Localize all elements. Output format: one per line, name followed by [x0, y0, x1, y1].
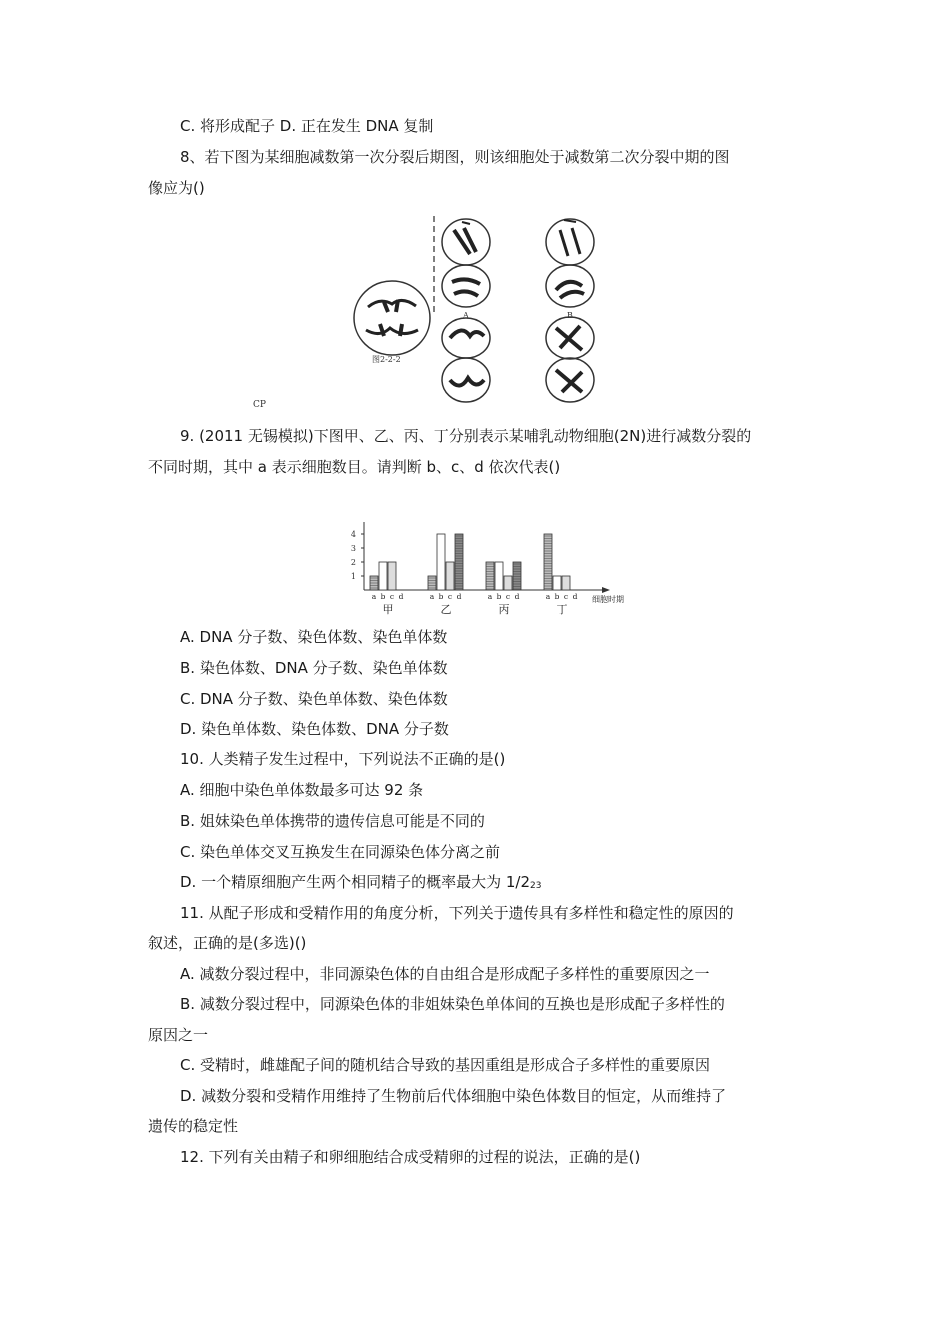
bar-label: c	[505, 592, 511, 601]
question-9-stem: 9. (2011 无锡模拟)下图甲、乙、丙、丁分别表示某哺乳动物细胞(2N)进行减数分裂的	[180, 427, 752, 445]
q10-option-c: C. 染色单体交叉互换发生在同源染色体分离之前	[180, 843, 501, 861]
bar	[437, 534, 445, 590]
question-12-stem: 12. 下列有关由精子和卵细胞结合成受精卵的过程的说法，正确的是()	[180, 1148, 641, 1166]
option-d-cells	[546, 317, 594, 402]
option-b-cells	[546, 219, 594, 307]
bar-label: b	[554, 592, 560, 601]
q10-option-b: B. 姐妹染色单体携带的遗传信息可能是不同的	[180, 812, 485, 830]
option-a-cells	[442, 219, 490, 307]
q11-option-d-cont: 遗传的稳定性	[148, 1117, 239, 1135]
question-9-bar-chart	[340, 518, 640, 618]
q9-option-d: D. 染色单体数、染色体数、DNA 分子数	[180, 720, 449, 738]
category-label: 丁	[556, 603, 568, 616]
q10-option-d-text: D. 一个精原细胞产生两个相同精子的概率最大为 1/2	[180, 873, 530, 891]
y-tick-label: 3	[350, 544, 356, 553]
bar	[553, 576, 561, 590]
bar-label: c	[563, 592, 569, 601]
q11-option-b-cont: 原因之一	[148, 1026, 209, 1044]
bar	[504, 576, 512, 590]
bar-label: c	[389, 592, 395, 601]
anaphase-i-cell	[354, 281, 430, 355]
bar-label: d	[398, 592, 404, 601]
bar	[495, 562, 503, 590]
question-9-stem-cont: 不同时期，其中 a 表示细胞数目。请判断 b、c、d 依次代表()	[148, 458, 561, 476]
q10-option-a: A. 细胞中染色单体数最多可达 92 条	[180, 781, 424, 799]
question-10-stem: 10. 人类精子发生过程中，下列说法不正确的是()	[180, 750, 506, 768]
bar	[455, 534, 463, 590]
meiosis-figure	[350, 212, 610, 410]
bar-label: d	[456, 592, 462, 601]
bar-label: b	[438, 592, 444, 601]
bar-label: a	[429, 592, 435, 601]
bar	[562, 576, 570, 590]
bar-label: a	[545, 592, 551, 601]
question-7-options-cd: C. 将形成配子 D. 正在发生 DNA 复制	[180, 117, 434, 135]
question-8-stem: 8、若下图为某细胞减数第一次分裂后期图，则该细胞处于减数第二次分裂中期的图	[180, 148, 730, 166]
option-c-cells	[442, 318, 490, 402]
bar-label: a	[487, 592, 493, 601]
figure-caption: 图2-2-2	[372, 355, 401, 364]
q9-option-c: C. DNA 分子数、染色单体数、染色体数	[180, 690, 448, 708]
y-tick-label: 4	[350, 530, 356, 539]
figure-note: CP	[253, 400, 266, 410]
bar	[486, 562, 494, 590]
question-11-stem-cont: 叙述，正确的是(多选)()	[148, 934, 307, 952]
bar-label: b	[380, 592, 386, 601]
bar-label: b	[496, 592, 502, 601]
bar	[446, 562, 454, 590]
question-11-stem: 11. 从配子形成和受精作用的角度分析，下列关于遗传具有多样性和稳定性的原因的	[180, 904, 734, 922]
bar-label: d	[572, 592, 578, 601]
question-8-stem-cont: 像应为()	[148, 179, 205, 197]
bar	[388, 562, 396, 590]
bar	[544, 534, 552, 590]
option-b-label: B	[567, 311, 573, 320]
q11-option-d: D. 减数分裂和受精作用维持了生物前后代体细胞中染色体数目的恒定，从而维持了	[180, 1087, 727, 1105]
bar	[379, 562, 387, 590]
q10-option-d-exponent: 23	[530, 881, 542, 891]
x-axis-label: 细胞时期	[592, 595, 624, 604]
bar-label: a	[371, 592, 377, 601]
category-label: 甲	[382, 603, 394, 616]
category-label: 乙	[440, 603, 452, 616]
q11-option-a: A. 减数分裂过程中，非同源染色体的自由组合是形成配子多样性的重要原因之一	[180, 965, 710, 983]
y-tick-label: 1	[350, 572, 356, 581]
category-label: 丙	[498, 603, 510, 616]
y-tick-label: 2	[350, 558, 356, 567]
option-a-label: A	[463, 311, 469, 320]
q11-option-b: B. 减数分裂过程中，同源染色体的非姐妹染色单体间的互换也是形成配子多样性的	[180, 995, 725, 1013]
q9-option-b: B. 染色体数、DNA 分子数、染色单体数	[180, 659, 448, 677]
x-axis-arrow	[602, 587, 610, 593]
bar-label: c	[447, 592, 453, 601]
bar-label: d	[514, 592, 520, 601]
q10-option-d	[180, 872, 541, 896]
q11-option-c: C. 受精时，雌雄配子间的随机结合导致的基因重组是形成合子多样性的重要原因	[180, 1056, 711, 1074]
bar	[513, 562, 521, 590]
q9-option-a: A. DNA 分子数、染色体数、染色单体数	[180, 628, 448, 646]
